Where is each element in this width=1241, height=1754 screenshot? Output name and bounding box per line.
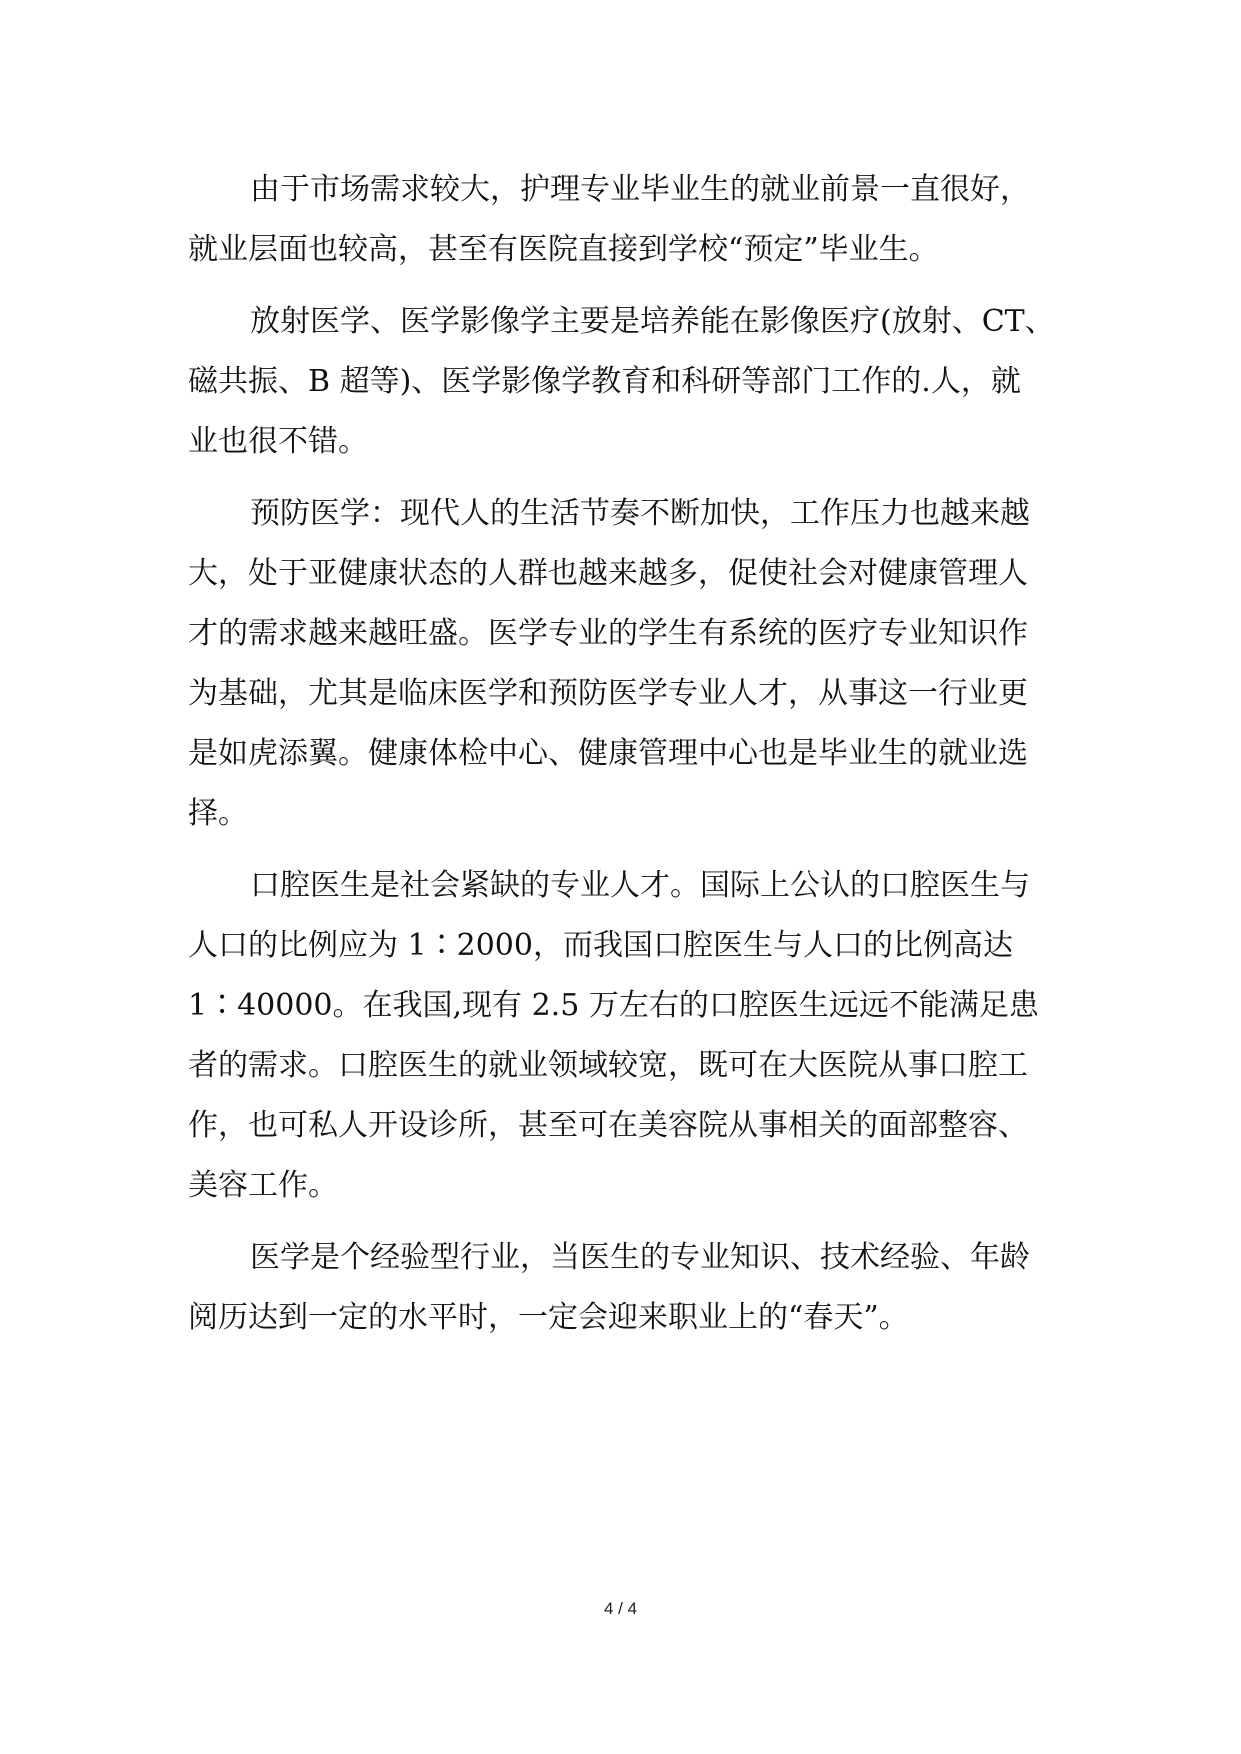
text-line: 口腔医生是社会紧缺的专业人才。国际上公认的口腔医生与 <box>250 868 1030 903</box>
text-line: 磁共振、B 超等)、医学影像学教育和科研等部门工作的.人，就 <box>188 364 1021 399</box>
text-line: 才的需求越来越旺盛。医学专业的学生有系统的医疗专业知识作 <box>188 616 1028 651</box>
text-line: 人口的比例应为 1∶2000，而我国口腔医生与人口的比例高达 <box>188 928 1013 963</box>
text-line: 是如虎添翼。健康体检中心、健康管理中心也是毕业生的就业选 <box>188 736 1028 771</box>
text-line: 预防医学：现代人的生活节奏不断加快，工作压力也越来越 <box>250 496 1030 531</box>
text-line: 由于市场需求较大，护理专业毕业生的就业前景一直很好， <box>250 172 1030 207</box>
page-number: 4 / 4 <box>603 1599 638 1618</box>
paragraph-conclusion <box>188 1228 1068 1348</box>
text-line: 1∶40000。在我国,现有 2.5 万左右的口腔医生远远不能满足患 <box>188 988 1039 1023</box>
text-line: 大，处于亚健康状态的人群也越来越多，促使社会对健康管理人 <box>188 556 1028 591</box>
text-line: 美容工作。 <box>188 1168 338 1203</box>
text-line: 阅历达到一定的水平时，一定会迎来职业上的“春天”。 <box>188 1300 909 1335</box>
text-line: 医学是个经验型行业，当医生的专业知识、技术经验、年龄 <box>250 1240 1030 1275</box>
text-line: 择。 <box>188 796 248 831</box>
text-line: 业也很不错。 <box>188 424 368 459</box>
paragraph-radiology <box>188 292 1068 472</box>
paragraph-nursing <box>188 160 1068 280</box>
text-line: 者的需求。口腔医生的就业领域较宽，既可在大医院从事口腔工 <box>188 1048 1028 1083</box>
paragraph-preventive-medicine <box>188 484 1068 844</box>
text-line: 放射医学、医学影像学主要是培养能在影像医疗(放射、CT、 <box>250 304 1055 339</box>
text-line: 作，也可私人开设诊所，甚至可在美容院从事相关的面部整容、 <box>188 1108 1028 1143</box>
paragraph-dentistry <box>188 856 1068 1216</box>
text-line: 就业层面也较高，甚至有医院直接到学校“预定”毕业生。 <box>188 232 939 267</box>
text-line: 为基础，尤其是临床医学和预防医学专业人才，从事这一行业更 <box>188 676 1028 711</box>
body-text <box>188 160 1068 1360</box>
